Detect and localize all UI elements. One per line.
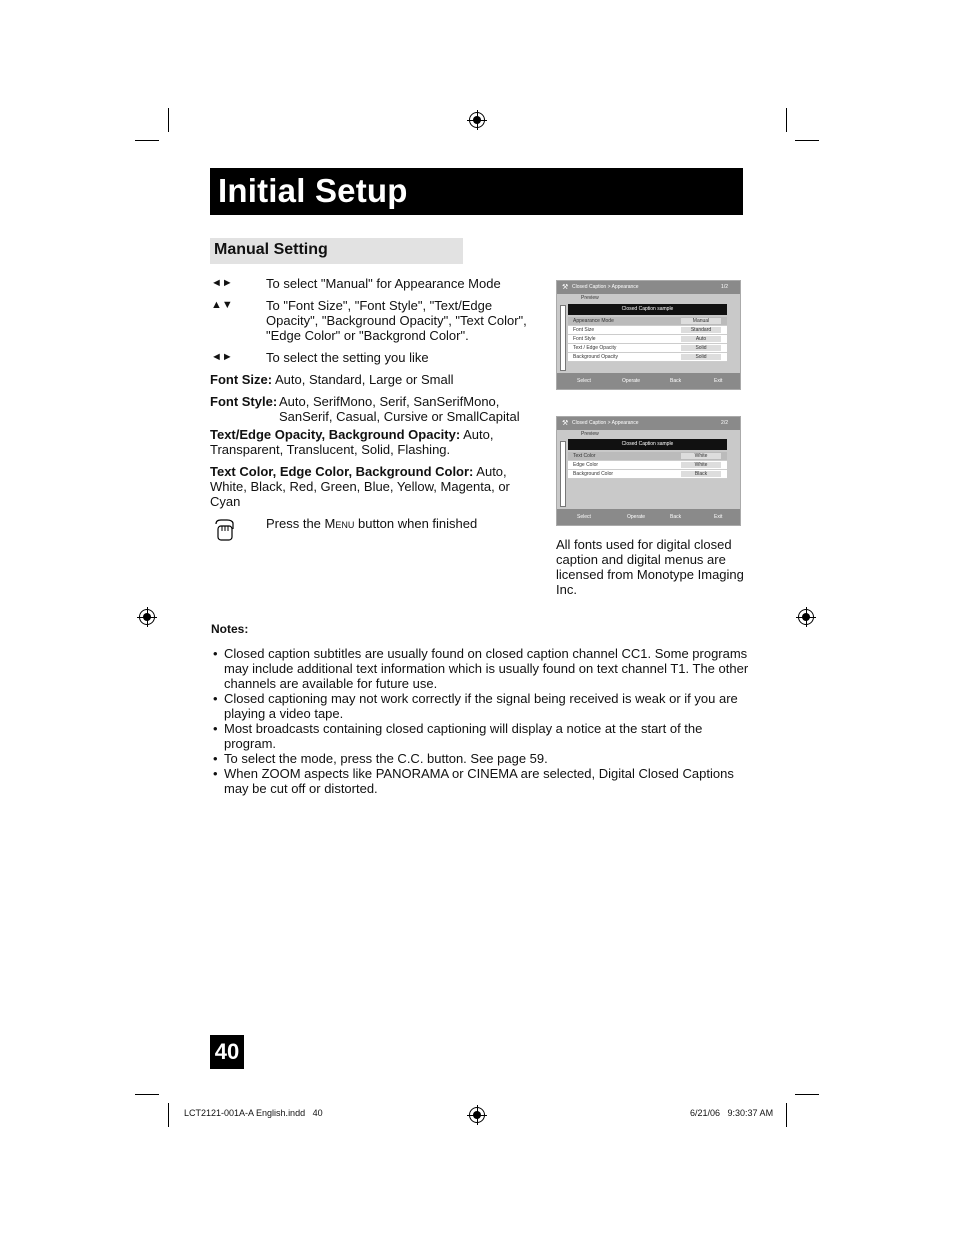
screen-row: Font Size Standard [568,326,727,335]
screen-title-bar [557,417,740,430]
page-title: Initial Setup [218,172,408,209]
caption-sample: Closed Caption sample [568,439,727,450]
page-header [210,168,743,215]
section-title: Manual Setting [214,241,328,258]
screen-preview-label: Preview [581,295,599,301]
crop-mark [168,108,169,132]
crop-mark [795,140,819,141]
screen-breadcrumb: Closed Caption > Appearance [572,420,639,426]
instruction-text: To select the setting you like [266,350,429,365]
list-item: • Most broadcasts containing closed captioning will display a notice at the start of the program. [211,721,751,751]
crop-mark [795,1094,819,1095]
list-item: • Closed captioning may not work correctly if the signal being received is weak or if you are playing a video tape. [211,691,751,721]
screen-row: Font Style Auto [568,335,727,344]
notes-list [211,646,751,796]
screen-page: 2/2 [721,420,728,426]
screen-row: Background Opacity Solid [568,353,727,362]
opacity-label: Text/Edge Opacity, Background Opacity: [210,427,461,442]
color-label: Text Color, Edge Color, Background Color: [210,464,474,479]
registration-mark-icon [469,112,485,128]
instruction-text: To "Font Size", "Font Style", "Text/Edge Opacity", "Background Opacity", "Text Color", "Edge Color" or "Backgrond Color". [266,298,527,343]
page-number: 40 [210,1035,244,1069]
finish-text-post: button when finished [354,516,478,531]
finish-text-pre: Press the M [266,516,336,531]
crop-mark [786,1103,787,1127]
crop-mark [786,108,787,132]
font-size-label: Font Size: [210,372,273,387]
scroll-bar [560,305,566,371]
color-values: Auto, White, Black, Red, Green, Blue, Yellow, Magenta, or Cyan [210,464,510,509]
screen-row: Edge Color White [568,461,727,470]
scroll-bar [560,441,566,507]
font-size-description [210,372,520,387]
section-header [210,238,463,264]
wrench-icon: ⚒ [562,284,569,291]
opacity-values: Auto, Transparent, Translucent, Solid, Flashing. [210,427,494,457]
menu-small-caps: ENU [335,520,355,530]
crop-mark [168,1103,169,1127]
footer-date: 6/21/06 9:30:37 AM [690,1108,774,1118]
screen-preview-label: Preview [581,431,599,437]
screen-button-bar: Select Operate Back Exit [557,373,740,389]
instruction-text: To select "Manual" for Appearance Mode [266,276,501,291]
registration-mark-icon [139,609,155,625]
arrow-left-right-icon: ◄► [211,351,233,363]
font-style-values: Auto, SerifMono, Serif, SanSerifMono, SanSerif, Casual, Cursive or SmallCapital [279,394,520,424]
crop-mark [135,140,159,141]
color-description [210,464,515,509]
finish-instruction [266,516,477,533]
screen-row: Text Color White [568,452,727,461]
menu-screenshot-1 [556,280,741,390]
notes-section [211,622,751,796]
opacity-description [210,427,510,457]
screen-row: Text / Edge Opacity Solid [568,344,727,353]
footer-file: LCT2121-001A-A English.indd 40 [184,1108,323,1118]
screen-title-bar [557,281,740,294]
crop-mark [135,1094,159,1095]
wrench-icon: ⚒ [562,420,569,427]
screen-row: Background Color Black [568,470,727,479]
list-item: • Closed caption subtitles are usually found on closed caption channel CC1. Some programs may include additional text information which is usually found on text channel T1. The other channels are available for future use. [211,646,751,691]
screen-button-bar: Select Operate Back Exit [557,509,740,525]
screen-page: 1/2 [721,284,728,290]
registration-mark-icon [798,609,814,625]
list-item: • To select the mode, press the C.C. button. See page 59. [211,751,751,766]
arrow-up-down-icon: ▲▼ [211,299,233,311]
caption-sample: Closed Caption sample [568,304,727,315]
registration-mark-icon [469,1107,485,1123]
notes-title: Notes: [211,622,249,636]
font-size-values: Auto, Standard, Large or Small [275,372,454,387]
list-item: • When ZOOM aspects like PANORAMA or CINEMA are selected, Digital Closed Captions may be cut off or distorted. [211,766,751,796]
arrow-left-right-icon: ◄► [211,277,233,289]
menu-screenshot-2 [556,416,741,526]
hand-press-icon [212,517,238,543]
font-style-label: Font Style: [210,394,278,409]
screen-row: Appearance Mode Manual [568,317,727,326]
license-note: All fonts used for digital closed caption and digital menus are licensed from Monotype Imaging Inc. [556,537,744,597]
screen-breadcrumb: Closed Caption > Appearance [572,284,639,290]
